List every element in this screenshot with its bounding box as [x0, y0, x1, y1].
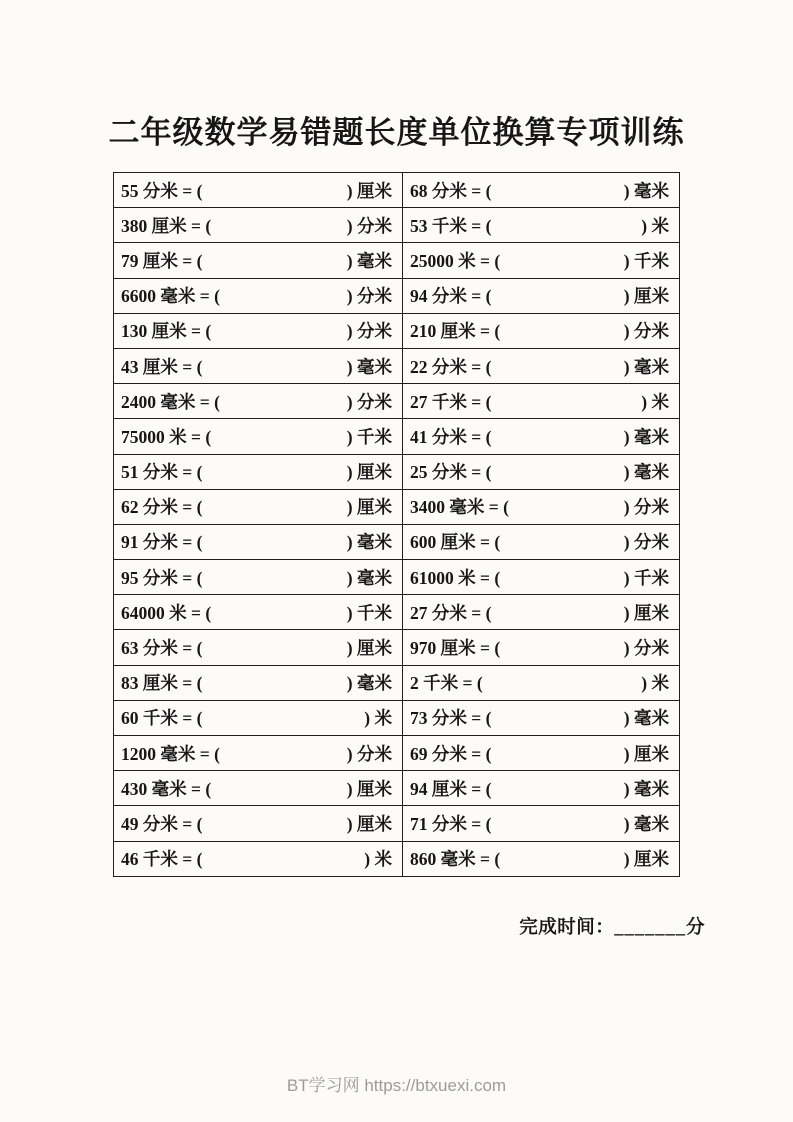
problem-answer-unit: ) 厘米 — [346, 497, 392, 518]
problem-question: 94 分米 = ( — [410, 286, 492, 307]
problem-question: 83 厘米 = ( — [121, 673, 203, 694]
problem-answer-unit: ) 厘米 — [623, 743, 669, 764]
problem-answer-unit: ) 厘米 — [623, 602, 669, 623]
problem-question: 1200 毫米 = ( — [121, 743, 220, 764]
problem-question: 6600 毫米 = ( — [121, 286, 220, 307]
problems-table — [113, 172, 680, 877]
problem-question: 2 千米 = ( — [410, 673, 483, 694]
footer-watermark: BT学习网 https://btxuexi.com — [286, 1076, 507, 1095]
problem-question: 64000 米 = ( — [121, 602, 212, 623]
problem-cell — [114, 700, 403, 735]
problem-cell — [114, 806, 403, 841]
table-row — [114, 384, 680, 419]
problem-cell — [114, 313, 403, 348]
problem-cell — [114, 278, 403, 313]
problem-question: 71 分米 = ( — [410, 813, 492, 834]
table-row — [114, 348, 680, 383]
problem-cell — [114, 348, 403, 383]
problem-cell — [403, 243, 680, 278]
problem-answer-unit: ) 毫米 — [623, 180, 669, 201]
problem-answer-unit: ) 厘米 — [346, 638, 392, 659]
table-row — [114, 806, 680, 841]
problem-cell — [114, 560, 403, 595]
problems-table-body — [114, 173, 680, 877]
problem-cell — [114, 595, 403, 630]
table-row — [114, 313, 680, 348]
table-row — [114, 595, 680, 630]
problem-cell — [114, 173, 403, 208]
problem-cell — [403, 454, 680, 489]
table-row — [114, 665, 680, 700]
problem-question: 25000 米 = ( — [410, 250, 501, 271]
problem-question: 94 厘米 = ( — [410, 778, 492, 799]
problem-cell — [403, 419, 680, 454]
problem-answer-unit: ) 分米 — [346, 743, 392, 764]
problem-question: 130 厘米 = ( — [121, 321, 212, 342]
problem-answer-unit: ) 分米 — [346, 391, 392, 412]
problem-cell — [403, 489, 680, 524]
problem-cell — [114, 665, 403, 700]
problem-question: 430 毫米 = ( — [121, 778, 212, 799]
problem-question: 68 分米 = ( — [410, 180, 492, 201]
problem-cell — [403, 313, 680, 348]
problem-cell — [114, 771, 403, 806]
problem-cell — [114, 841, 403, 876]
problem-question: 62 分米 = ( — [121, 497, 203, 518]
problem-cell — [114, 208, 403, 243]
problem-cell — [114, 419, 403, 454]
problem-answer-unit: ) 厘米 — [346, 180, 392, 201]
problem-cell — [403, 384, 680, 419]
problem-question: 380 厘米 = ( — [121, 215, 212, 236]
problem-cell — [114, 736, 403, 771]
problem-question: 95 分米 = ( — [121, 567, 203, 588]
table-row — [114, 630, 680, 665]
problem-answer-unit: ) 毫米 — [346, 250, 392, 271]
problem-question: 53 千米 = ( — [410, 215, 492, 236]
problem-question: 91 分米 = ( — [121, 532, 203, 553]
problem-cell — [114, 630, 403, 665]
problem-question: 73 分米 = ( — [410, 708, 492, 729]
problem-answer-unit: ) 分米 — [346, 321, 392, 342]
problem-answer-unit: ) 毫米 — [623, 426, 669, 447]
problem-answer-unit: ) 毫米 — [346, 532, 392, 553]
table-row — [114, 489, 680, 524]
table-row — [114, 700, 680, 735]
problem-question: 210 厘米 = ( — [410, 321, 501, 342]
problem-cell — [403, 595, 680, 630]
table-row — [114, 208, 680, 243]
problem-cell — [403, 665, 680, 700]
problem-answer-unit: ) 分米 — [623, 497, 669, 518]
problem-answer-unit: ) 毫米 — [623, 708, 669, 729]
problem-cell — [403, 278, 680, 313]
problem-question: 79 厘米 = ( — [121, 250, 203, 271]
table-row — [114, 419, 680, 454]
problem-answer-unit: ) 毫米 — [346, 356, 392, 377]
problem-answer-unit: ) 分米 — [346, 215, 392, 236]
problem-answer-unit: ) 千米 — [623, 567, 669, 588]
problem-cell — [403, 771, 680, 806]
problem-answer-unit: ) 米 — [364, 849, 392, 870]
completion-time-unit: 分 — [685, 917, 705, 938]
problem-answer-unit: ) 米 — [364, 708, 392, 729]
problem-answer-unit: ) 分米 — [623, 638, 669, 659]
problem-answer-unit: ) 厘米 — [623, 849, 669, 870]
problem-cell — [114, 243, 403, 278]
problem-question: 46 千米 = ( — [121, 849, 203, 870]
problem-cell — [403, 348, 680, 383]
problem-answer-unit: ) 厘米 — [346, 778, 392, 799]
problem-answer-unit: ) 毫米 — [623, 813, 669, 834]
problem-cell — [403, 736, 680, 771]
problem-cell — [403, 208, 680, 243]
problem-answer-unit: ) 厘米 — [346, 462, 392, 483]
problem-question: 600 厘米 = ( — [410, 532, 501, 553]
problem-question: 49 分米 = ( — [121, 813, 203, 834]
problem-question: 69 分米 = ( — [410, 743, 492, 764]
problem-question: 51 分米 = ( — [121, 462, 203, 483]
problem-question: 63 分米 = ( — [121, 638, 203, 659]
table-row — [114, 243, 680, 278]
page-title: 二年级数学易错题长度单位换算专项训练 — [108, 115, 685, 150]
table-row — [114, 173, 680, 208]
problem-question: 75000 米 = ( — [121, 426, 212, 447]
problem-question: 3400 毫米 = ( — [410, 497, 509, 518]
problem-answer-unit: ) 千米 — [623, 250, 669, 271]
table-row — [114, 771, 680, 806]
problem-answer-unit: ) 毫米 — [623, 778, 669, 799]
table-row — [114, 560, 680, 595]
problem-question: 27 千米 = ( — [410, 391, 492, 412]
problem-cell — [403, 630, 680, 665]
problem-question: 860 毫米 = ( — [410, 849, 501, 870]
table-row — [114, 736, 680, 771]
problem-cell — [114, 524, 403, 559]
problem-answer-unit: ) 米 — [641, 673, 669, 694]
table-row — [114, 524, 680, 559]
problem-cell — [114, 489, 403, 524]
problem-answer-unit: ) 千米 — [346, 426, 392, 447]
problem-answer-unit: ) 毫米 — [346, 673, 392, 694]
problem-answer-unit: ) 千米 — [346, 602, 392, 623]
problem-question: 25 分米 = ( — [410, 462, 492, 483]
problem-cell — [403, 173, 680, 208]
problem-answer-unit: ) 毫米 — [346, 567, 392, 588]
table-row — [114, 278, 680, 313]
problem-question: 2400 毫米 = ( — [121, 391, 220, 412]
problem-answer-unit: ) 厘米 — [346, 813, 392, 834]
problem-cell — [403, 700, 680, 735]
problem-cell — [403, 560, 680, 595]
problem-question: 43 厘米 = ( — [121, 356, 203, 377]
problem-question: 27 分米 = ( — [410, 602, 492, 623]
completion-time-blank: _______ — [614, 917, 686, 938]
completion-time-line — [0, 913, 793, 939]
table-row — [114, 841, 680, 876]
problem-question: 55 分米 = ( — [121, 180, 203, 201]
problem-question: 60 千米 = ( — [121, 708, 203, 729]
problem-cell — [114, 384, 403, 419]
problem-answer-unit: ) 分米 — [346, 286, 392, 307]
problem-cell — [114, 454, 403, 489]
problem-answer-unit: ) 分米 — [623, 532, 669, 553]
problem-answer-unit: ) 米 — [641, 215, 669, 236]
table-row — [114, 454, 680, 489]
problem-cell — [403, 841, 680, 876]
problem-answer-unit: ) 厘米 — [623, 286, 669, 307]
problem-answer-unit: ) 毫米 — [623, 356, 669, 377]
problem-question: 61000 米 = ( — [410, 567, 501, 588]
problem-cell — [403, 524, 680, 559]
problem-answer-unit: ) 分米 — [623, 321, 669, 342]
problem-question: 970 厘米 = ( — [410, 638, 501, 659]
problem-answer-unit: ) 米 — [641, 391, 669, 412]
problem-question: 22 分米 = ( — [410, 356, 492, 377]
problem-question: 41 分米 = ( — [410, 426, 492, 447]
problem-cell — [403, 806, 680, 841]
completion-time-label: 完成时间： — [519, 917, 615, 938]
problem-answer-unit: ) 毫米 — [623, 462, 669, 483]
